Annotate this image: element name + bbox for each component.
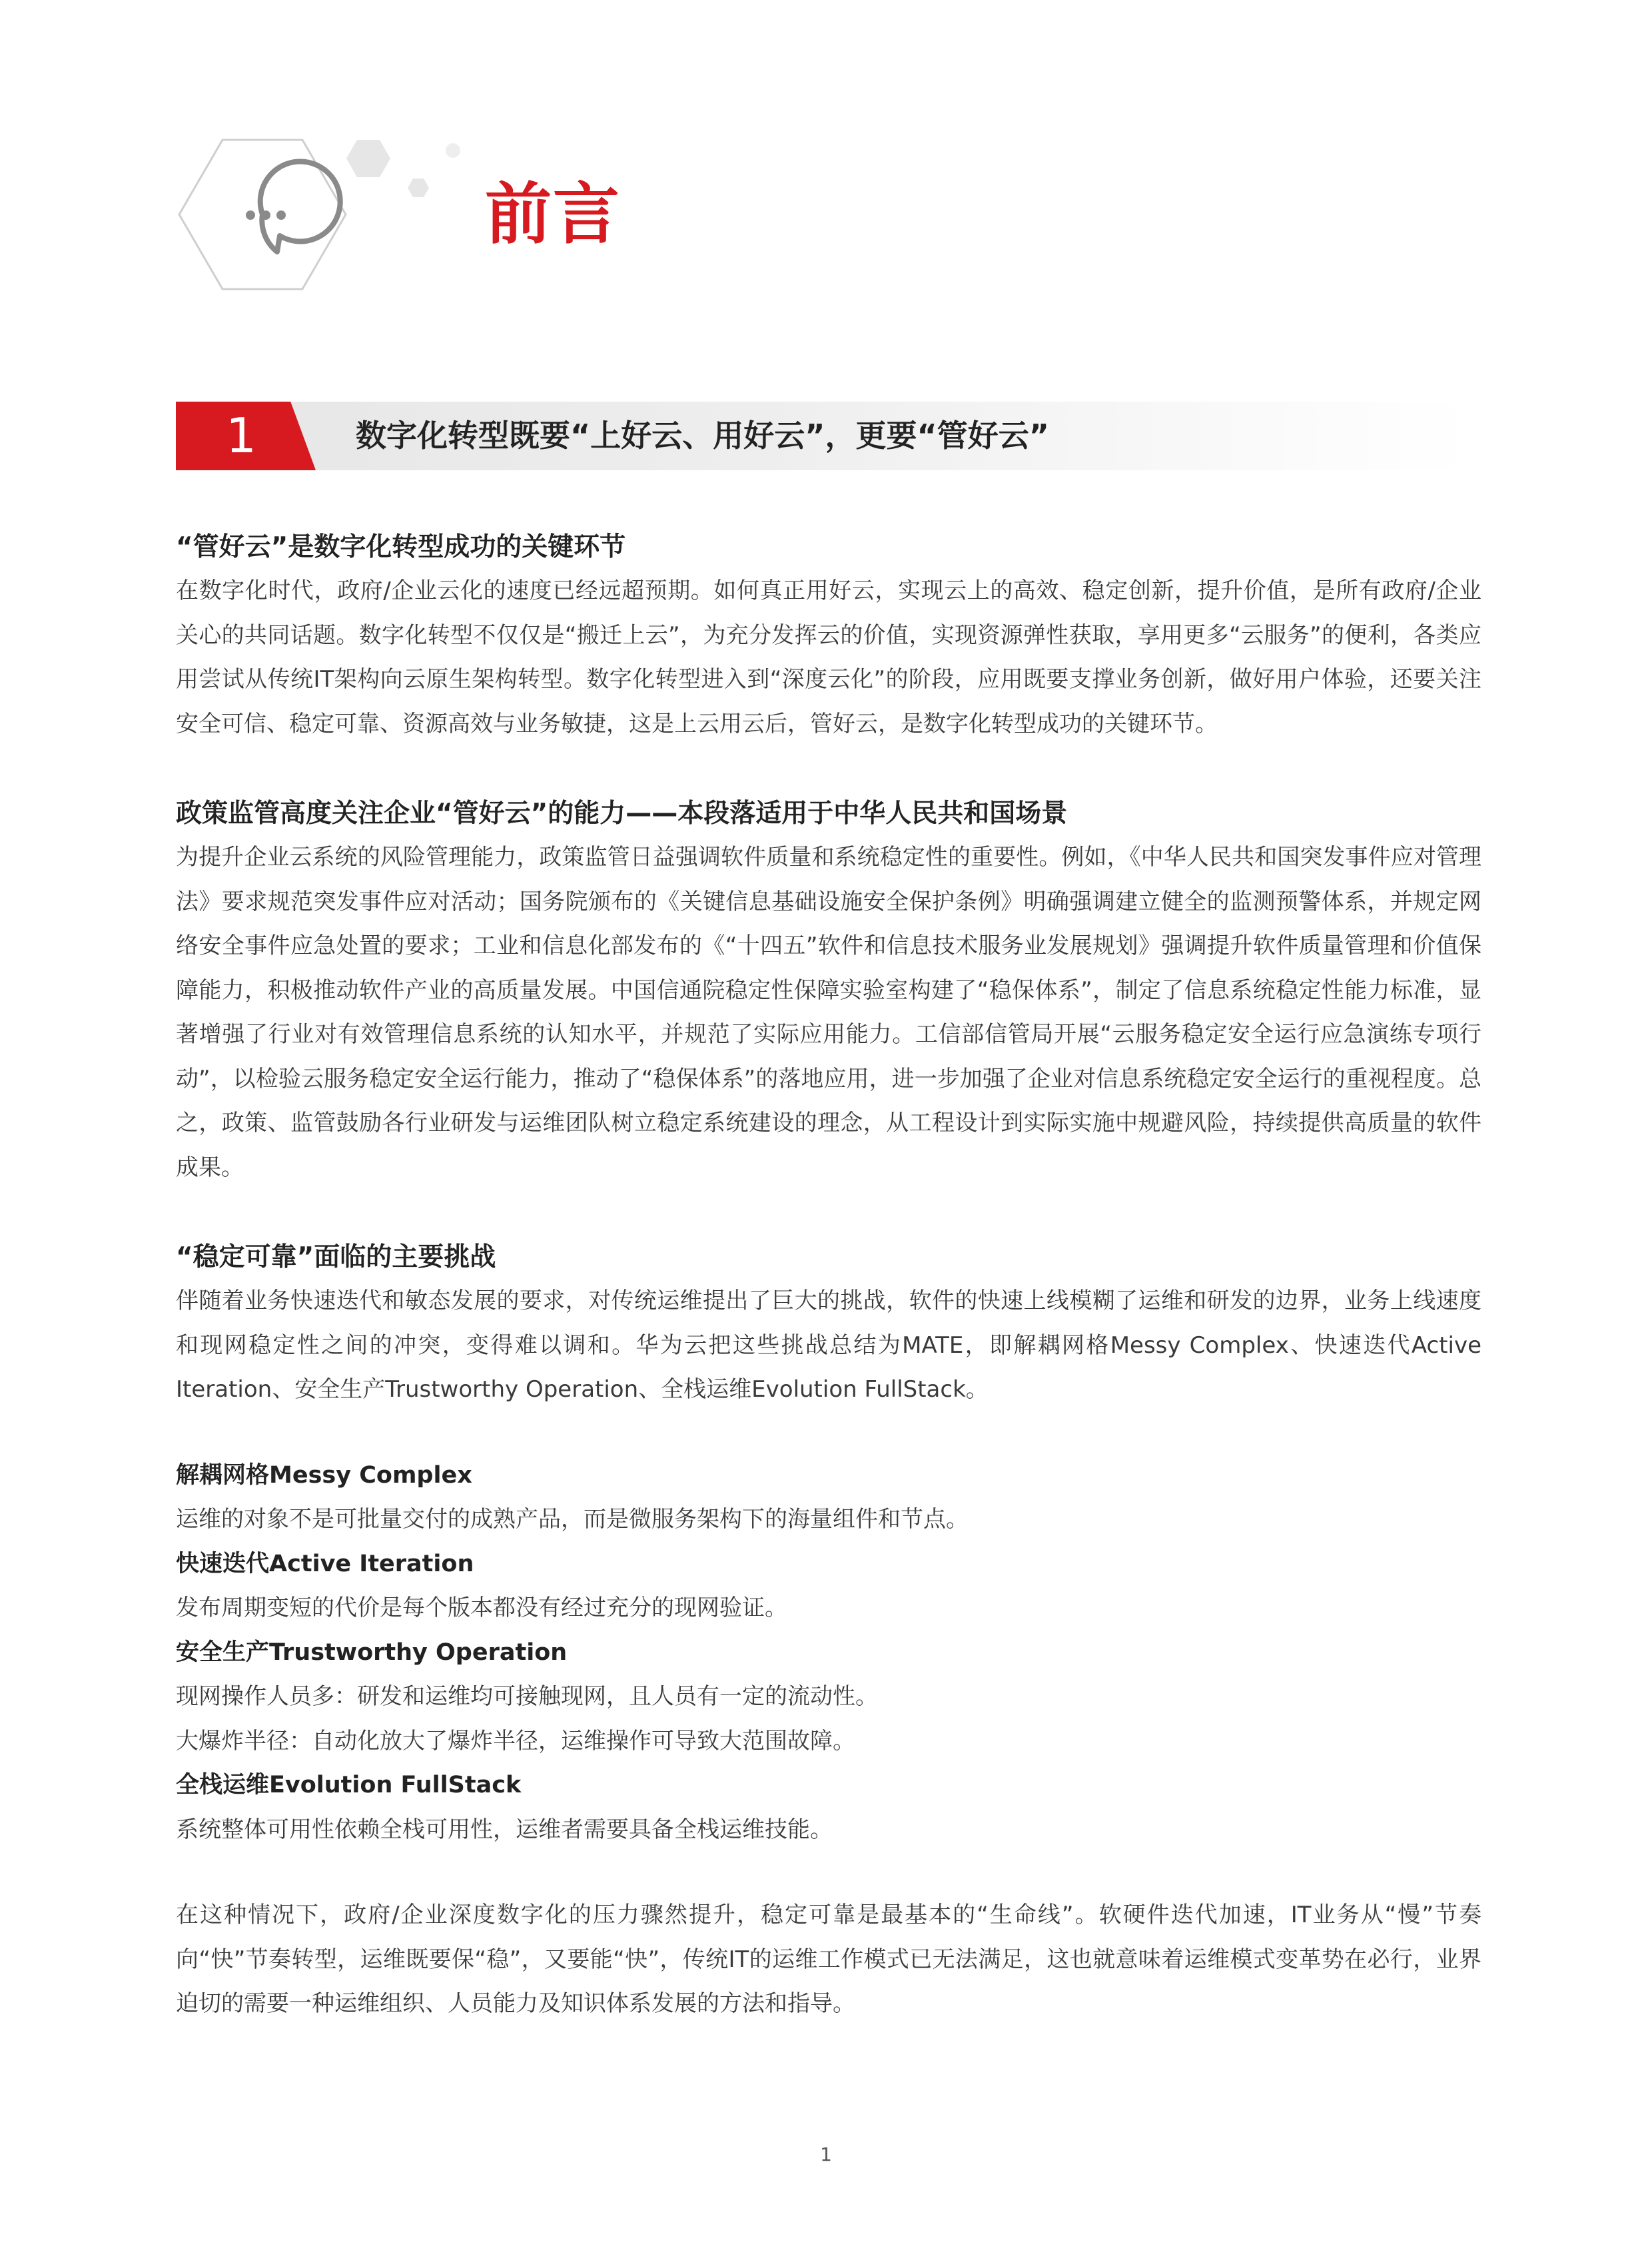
paragraph: 为提升企业云系统的风险管理能力，政策监管日益强调软件质量和系统稳定性的重要性。例如，《中华人民共和国突发事件应对管理法》要求规范突发事件应对活动；国务院颁布的《关键信息基础设施安全保护条例》明确强调建立健全的监测预警体系，并规定网络安全事件应急处置的要求；工业和信息化部发布的《“十四五”软件和信息技术服务业发展规划》强调提升软件质量管理和价值保障能力，积极推动软件产业的高质量发展。中国信通院稳定性保障实验室构建了“稳保体系”，制定了信息系统稳定性能力标准，显著增强了行业对有效管理信息系统的认知水平，并规范了实际应用能力。工信部信管局开展“云服务稳定安全运行应急演练专项行动”，以检验云服务稳定安全运行能力，推动了“稳保体系”的落地应用，进一步加强了企业对信息系统稳定安全运行的重视程度。总之，政策、监管鼓励各行业研发与运维团队树立稳定系统建设的理念，从工程设计到实际实施中规避风险，持续提供高质量的软件成果。 bbox=[176, 844, 1481, 1181]
mate-item-title: 安全生产Trustworthy Operation bbox=[176, 1639, 568, 1666]
chat-dot-3 bbox=[276, 210, 286, 220]
section-header bbox=[176, 402, 1468, 470]
subsection-heading: “管好云”是数字化转型成功的关键环节 bbox=[176, 532, 626, 562]
decorative-hexagon-large bbox=[346, 140, 390, 177]
decorative-hexagon-small bbox=[408, 179, 429, 197]
page-title: 前言 bbox=[485, 175, 621, 253]
paragraph: 伴随着业务快速迭代和敏态发展的要求，对传统运维提出了巨大的挑战，软件的快速上线模糊了运维和研发的边界，业务上线速度和现网稳定性之间的冲突，变得难以调和。华为云把这些挑战总结为MATE，即解耦网格Messy Complex、快速迭代Active Iteration、安全生产Trustworthy Operation、全栈运维Evolution FullStack。 bbox=[176, 1288, 1481, 1403]
chat-dot-1 bbox=[246, 210, 255, 220]
decorative-dot bbox=[446, 143, 460, 158]
mate-list bbox=[176, 1453, 1481, 1852]
mate-item-desc: 发布周期变短的代价是每个版本都没有经过充分的现网验证。 bbox=[176, 1595, 787, 1621]
mate-item-title: 全栈运维Evolution FullStack bbox=[176, 1772, 522, 1798]
mate-item-title: 快速迭代Active Iteration bbox=[176, 1550, 474, 1577]
chat-dot-2 bbox=[261, 210, 270, 220]
closing-paragraph: 在这种情况下，政府/企业深度数字化的压力骤然提升，稳定可靠是最基本的“生命线”。软硬件迭代加速，IT业务从“慢”节奏向“快”节奏转型，运维既要保“稳”，又要能“快”，传统IT的运维工作模式已无法满足，这也就意味着运维模式变革势在必行，业界迫切的需要一种运维组织、人员能力及知识体系发展的方法和指导。 bbox=[176, 1902, 1481, 2017]
mate-item-desc: 现网操作人员多：研发和运维均可接触现网，且人员有一定的流动性。 bbox=[176, 1683, 878, 1710]
mate-item-desc: 系统整体可用性依赖全栈可用性，运维者需要具备全栈运维技能。 bbox=[176, 1816, 833, 1843]
mate-item-desc: 运维的对象不是可批量交付的成熟产品，而是微服务架构下的海量组件和节点。 bbox=[176, 1506, 969, 1533]
subsection-heading: 政策监管高度关注企业“管好云”的能力——本段落适用于中华人民共和国场景 bbox=[176, 799, 1068, 829]
mate-item-title: 解耦网格Messy Complex bbox=[176, 1461, 472, 1489]
header-decoration bbox=[175, 131, 481, 304]
section-number: 1 bbox=[226, 408, 256, 464]
mate-item-desc: 大爆炸半径：自动化放大了爆炸半径，运维操作可导致大范围故障。 bbox=[176, 1727, 855, 1754]
subsection-heading: “稳定可靠”面临的主要挑战 bbox=[176, 1242, 496, 1272]
page-number: 1 bbox=[820, 2143, 832, 2165]
main-content bbox=[176, 526, 1481, 2026]
paragraph: 在数字化时代，政府/企业云化的速度已经远超预期。如何真正用好云，实现云上的高效、稳定创新，提升价值，是所有政府/企业关心的共同话题。数字化转型不仅仅是“搬迁上云”，为充分发挥云的价值，实现资源弹性获取，享用更多“云服务”的便利，各类应用尝试从传统IT架构向云原生架构转型。数字化转型进入到“深度云化”的阶段，应用既要支撑业务创新，做好用户体验，还要关注安全可信、稳定可靠、资源高效与业务敏捷，这是上云用云后，管好云，是数字化转型成功的关键环节。 bbox=[176, 577, 1481, 737]
section-title: 数字化转型既要“上好云、用好云”，更要“管好云” bbox=[356, 418, 1049, 454]
